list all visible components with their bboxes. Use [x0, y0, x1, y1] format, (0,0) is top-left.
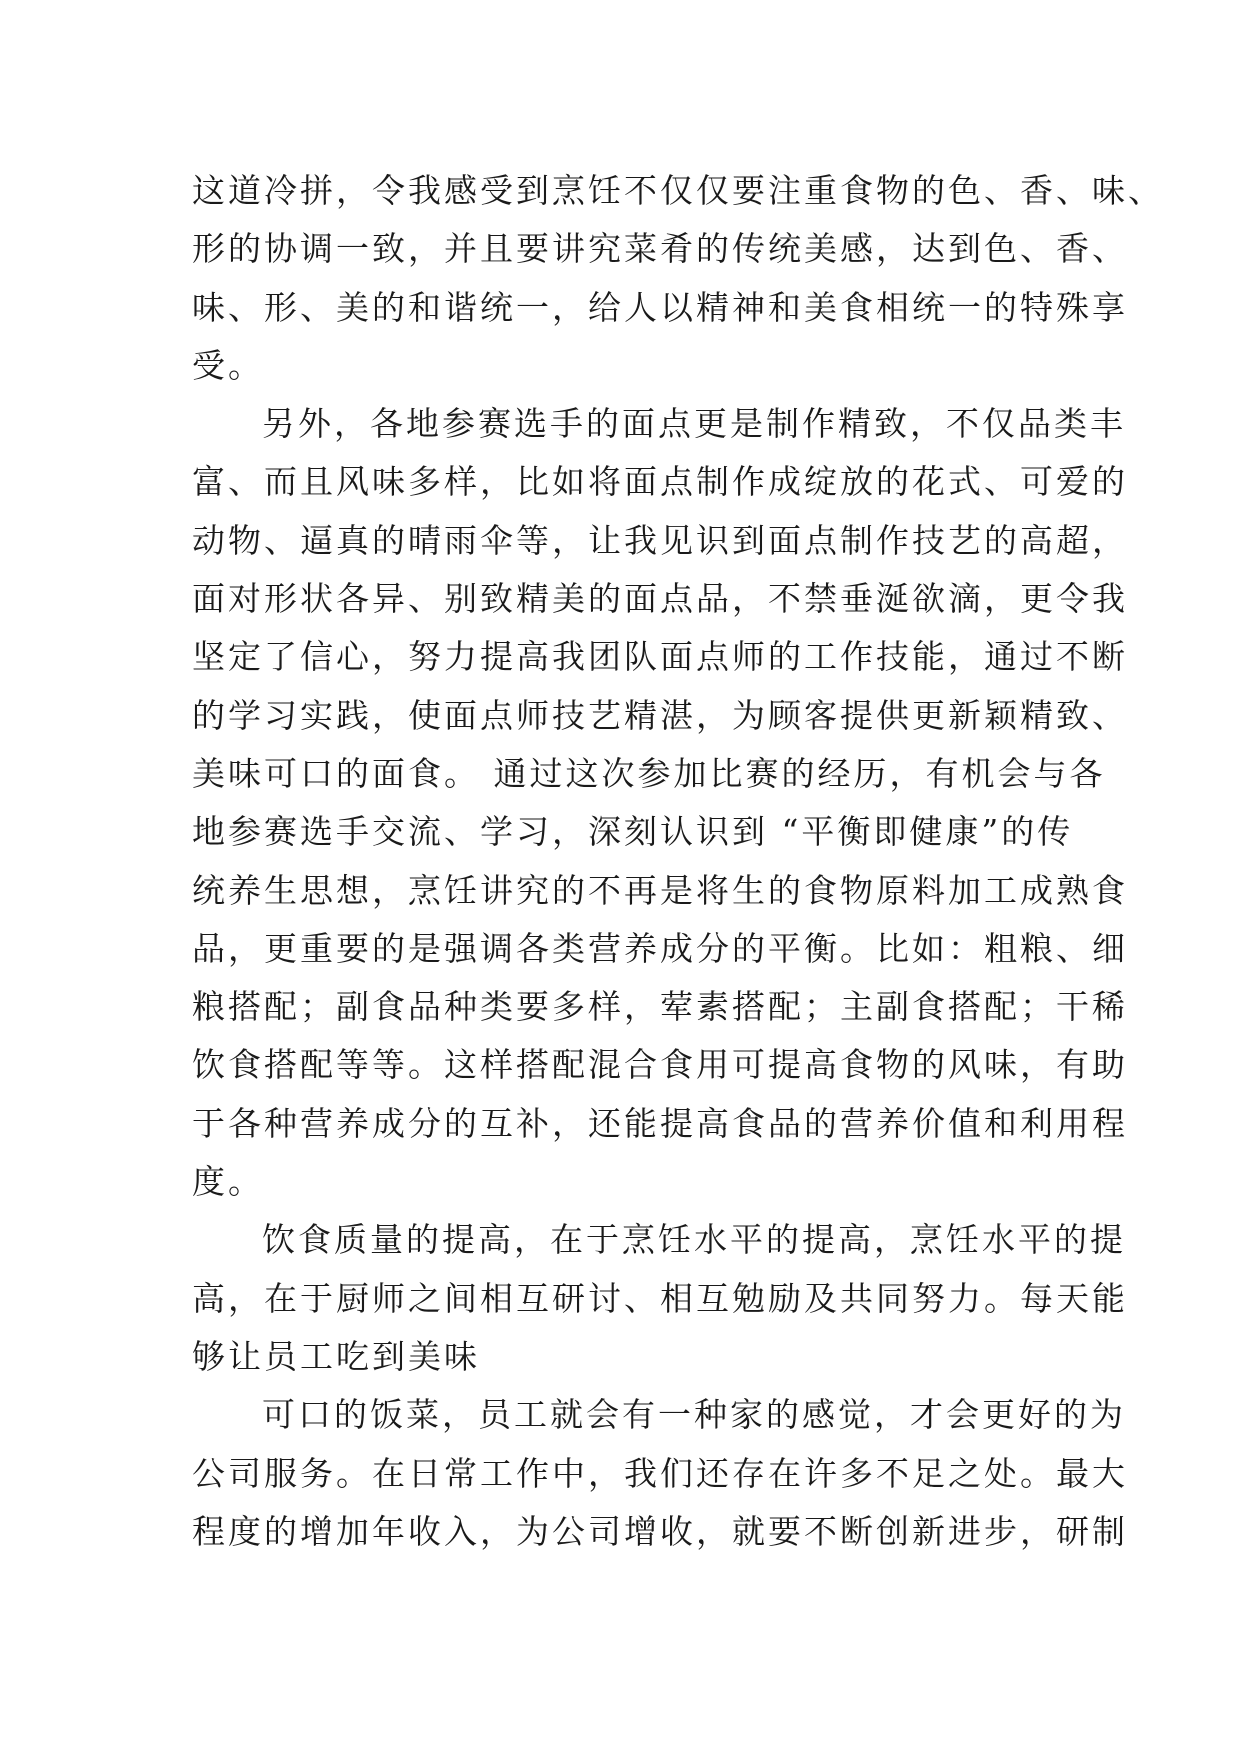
text-line: 面对形状各异、别致精美的面点品，不禁垂涎欲滴，更令我 [192, 579, 1128, 619]
text-line: 地参赛选手交流、学习，深刻认识到 “平衡即健康”的传 [192, 812, 1074, 852]
text-line: 这道冷拼，令我感受到烹饪不仅仅要注重食物的色、香、味、 [192, 171, 1164, 210]
text-line: 富、而且风味多样，比如将面点制作成绽放的花式、可爱的 [192, 462, 1128, 502]
text-line: 度。 [192, 1162, 264, 1202]
text-line: 程度的增加年收入，为公司增收，就要不断创新进步，研制 [192, 1511, 1128, 1551]
text-line: 动物、逼真的晴雨伞等，让我见识到面点制作技艺的高超， [192, 520, 1128, 560]
text-line: 饮食搭配等等。这样搭配混合食用可提高食物的风味，有助 [192, 1045, 1128, 1085]
paragraph-start-line: 另外，各地参赛选手的面点更是制作精致，不仅品类丰 [262, 404, 1126, 444]
body-text [192, 162, 1164, 1561]
text-line: 的学习实践，使面点师技艺精湛，为顾客提供更新颖精致、 [192, 695, 1128, 735]
text-line: 美味可口的面食。 通过这次参加比赛的经历，有机会与各 [192, 753, 1106, 793]
text-line: 够让员工吃到美味 [192, 1336, 480, 1376]
text-line: 高，在于厨师之间相互研讨、相互勉励及共同努力。每天能 [192, 1278, 1128, 1318]
paragraph-start-line: 饮食质量的提高，在于烹饪水平的提高，烹饪水平的提 [262, 1220, 1126, 1260]
text-line: 粮搭配；副食品种类要多样，荤素搭配；主副食搭配；干稀 [192, 987, 1128, 1027]
text-line: 味、形、美的和谐统一，给人以精神和美食相统一的特殊享 [192, 287, 1128, 327]
text-line: 品，更重要的是强调各类营养成分的平衡。比如：粗粮、细 [192, 928, 1128, 968]
text-line: 坚定了信心，努力提高我团队面点师的工作技能，通过不断 [192, 637, 1128, 677]
text-line: 统养生思想，烹饪讲究的不再是将生的食物原料加工成熟食 [192, 870, 1128, 910]
paragraph-start-line: 可口的饭菜，员工就会有一种家的感觉，才会更好的为 [262, 1395, 1126, 1435]
text-line: 于各种营养成分的互补，还能提高食品的营养价值和利用程 [192, 1103, 1128, 1143]
text-line: 公司服务。在日常工作中，我们还存在许多不足之处。最大 [192, 1453, 1128, 1493]
text-line: 形的协调一致，并且要讲究菜肴的传统美感，达到色、香、 [192, 229, 1128, 269]
text-line: 受。 [192, 345, 264, 385]
